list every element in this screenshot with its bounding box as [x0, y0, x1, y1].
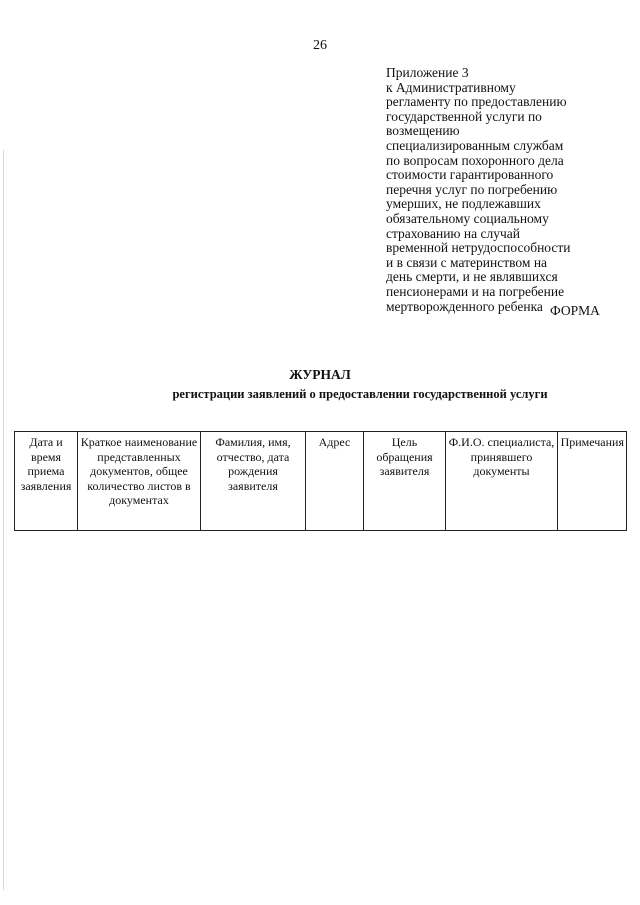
appendix-line: пенсионерами и на погребение [386, 283, 565, 299]
appendix-line: и в связи с материнством на [386, 254, 548, 270]
journal-title: ЖУРНАЛ [289, 367, 351, 382]
appendix-line: обязательному социальному [386, 210, 549, 226]
appendix-block [386, 66, 606, 314]
appendix-line: перечня услуг по погребению [386, 181, 558, 197]
table-header-row [15, 432, 627, 531]
appendix-line: день смерти, и не являвшихся [386, 269, 558, 285]
appendix-line: страхованию на случай [386, 225, 520, 241]
appendix-line: умерших, не подлежавших [386, 196, 541, 212]
page-number: 26 [313, 38, 327, 53]
form-label: ФОРМА [550, 303, 600, 318]
appendix-line: регламенту по предоставлению [386, 94, 567, 110]
header-notes: Примечания [558, 432, 627, 531]
appendix-line: мертворожденного ребенка [386, 298, 543, 314]
header-specialist: Ф.И.О. специалиста, принявшего документы [446, 432, 558, 531]
appendix-line: временной нетрудоспособности [386, 240, 571, 256]
appendix-line: возмещению [386, 123, 460, 139]
header-purpose: Цель обращения заявителя [364, 432, 446, 531]
header-applicant-name: Фамилия, имя, отчество, дата рождения заявителя [201, 432, 306, 531]
registration-table [14, 431, 627, 531]
header-address: Адрес [306, 432, 364, 531]
appendix-line: по вопросам похоронного дела [386, 152, 564, 168]
appendix-line: стоимости гарантированного [386, 167, 554, 183]
appendix-line: к Административному [386, 79, 516, 95]
journal-subtitle: регистрации заявлений о предоставлении государственной услуги [172, 387, 548, 401]
appendix-line: специализированным службам [386, 137, 564, 153]
appendix-line: государственной услуги по [386, 108, 542, 124]
scan-margin-line [3, 150, 4, 890]
header-documents: Краткое наименование представленных документов, общее количество листов в документах [78, 432, 201, 531]
header-date-time: Дата и время приема заявления [15, 432, 78, 531]
appendix-line: Приложение 3 [386, 65, 469, 80]
